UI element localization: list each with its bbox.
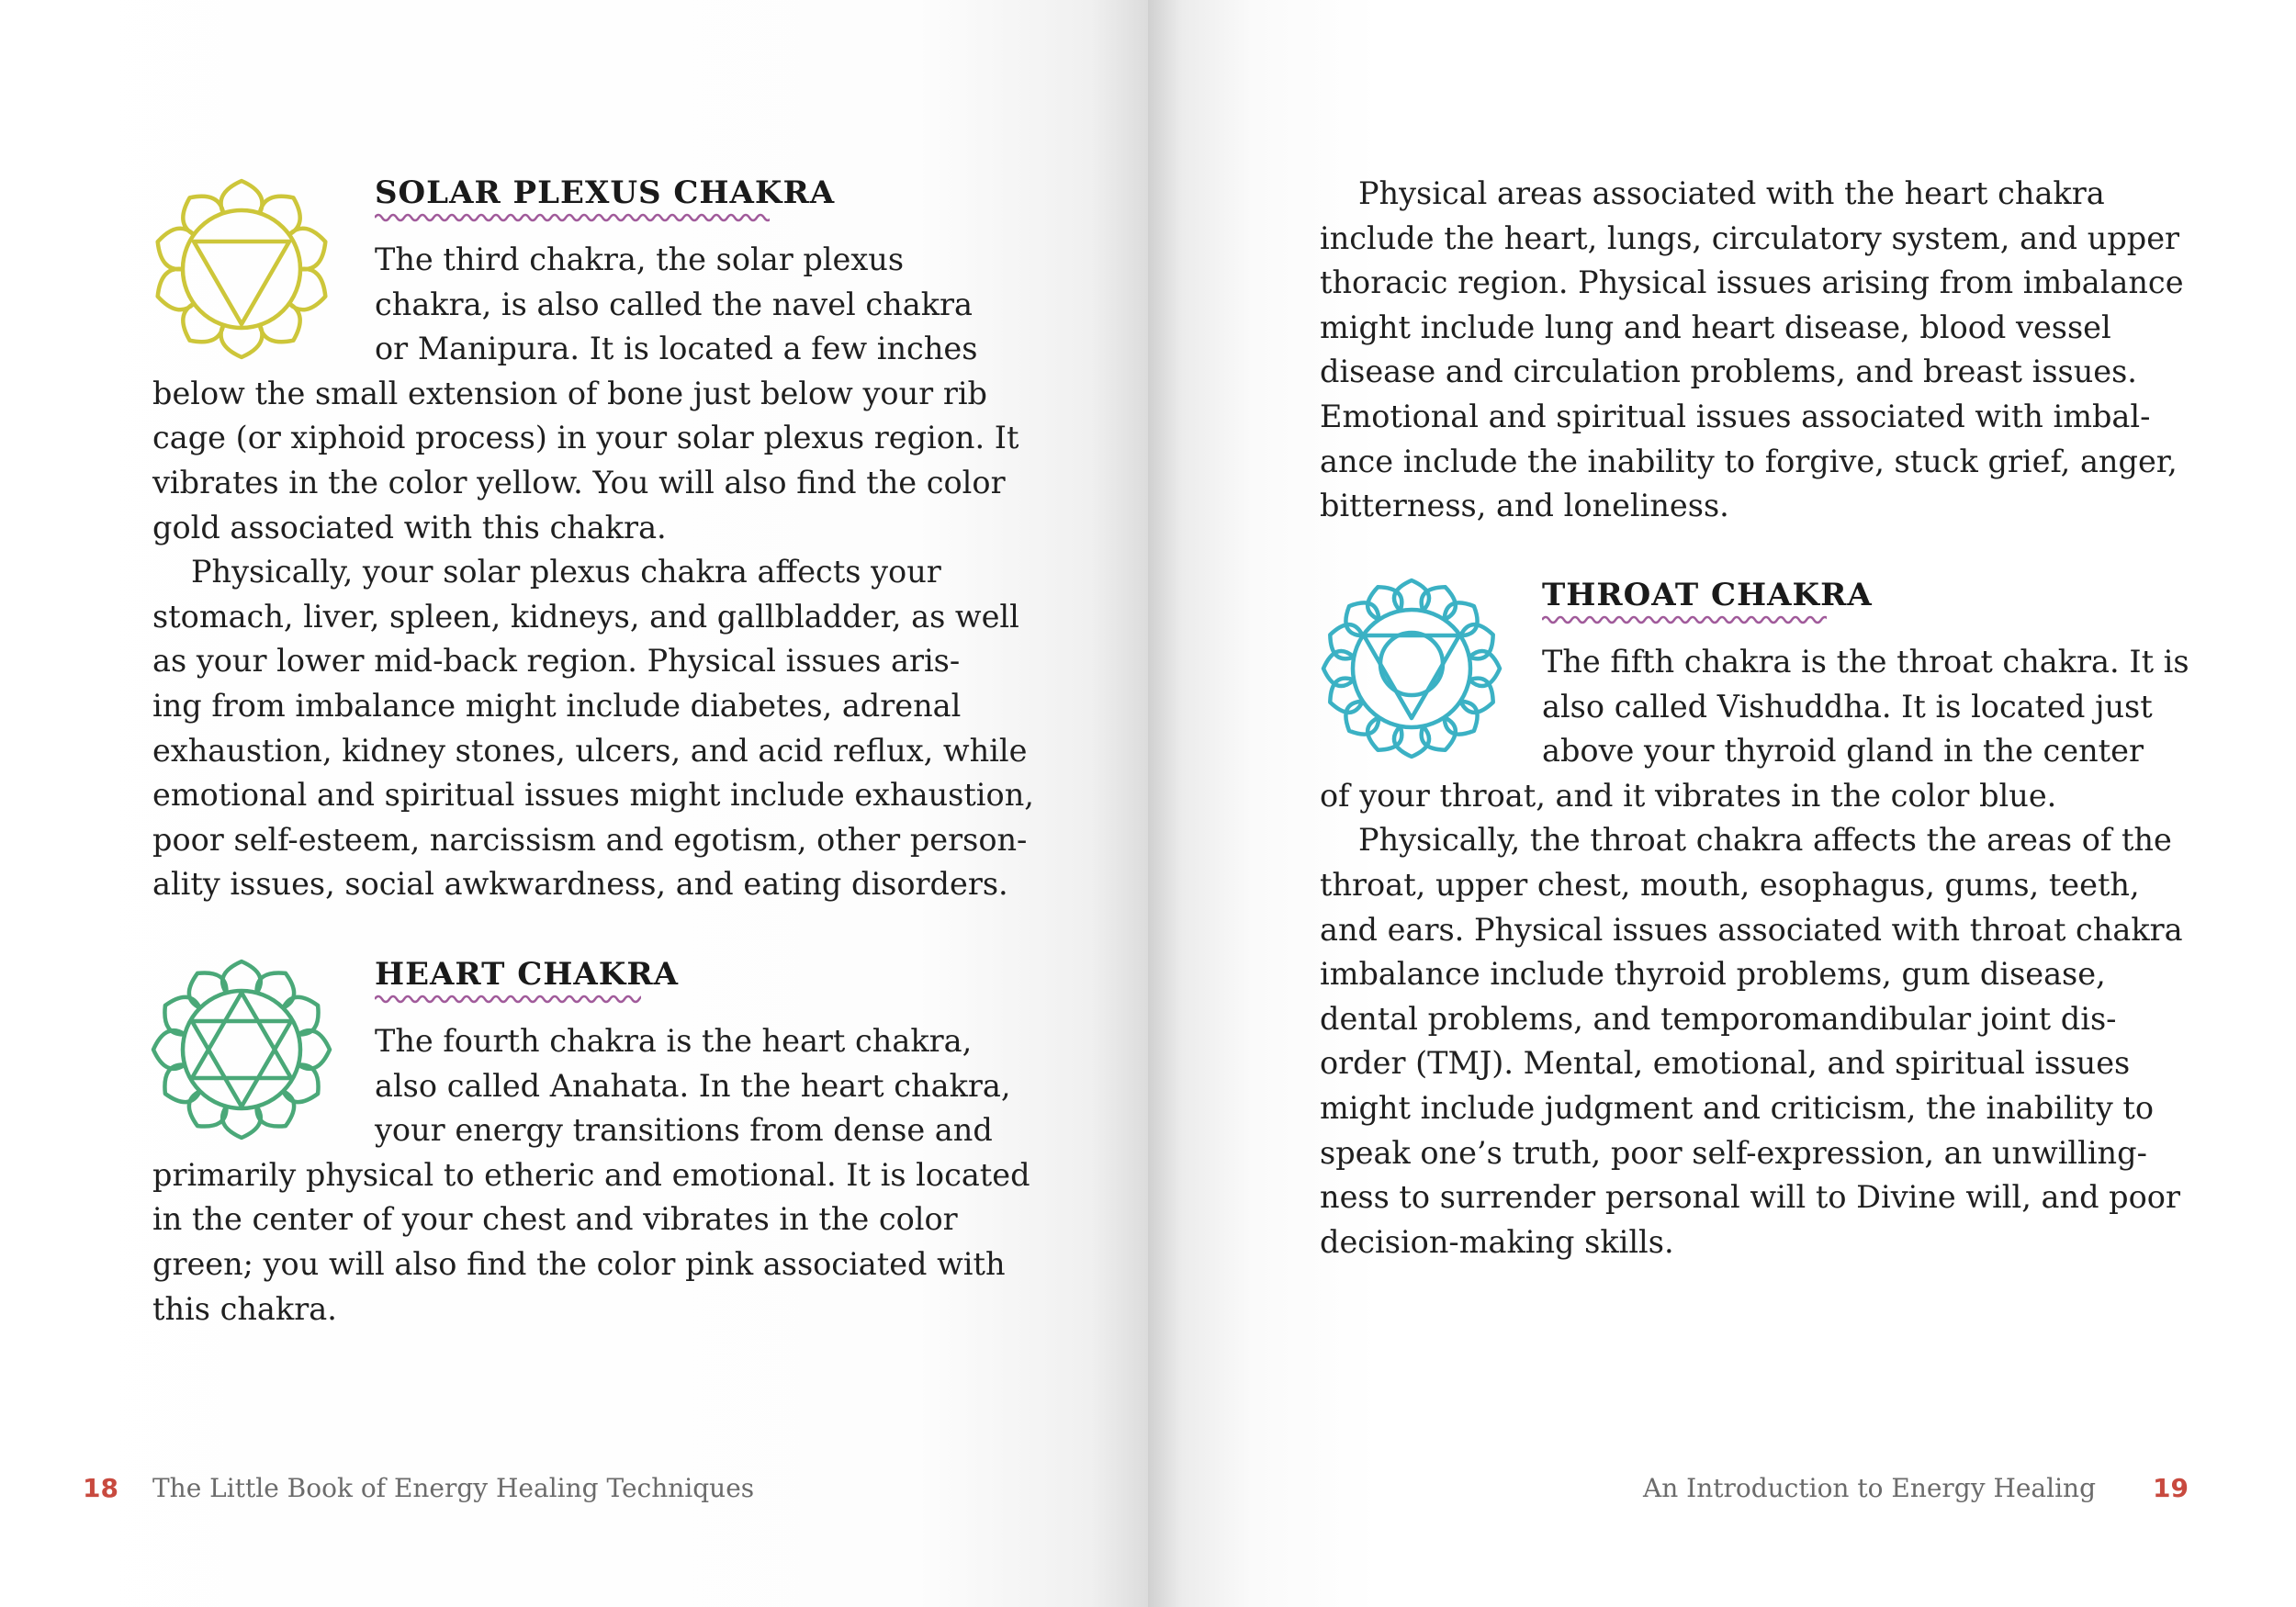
text-line: green; you will also find the color pink associated with xyxy=(152,1245,1006,1282)
page-number-left: 18 xyxy=(83,1473,118,1503)
squiggle-line xyxy=(375,215,770,220)
text-line: Physically, your solar plexus chakra affects your xyxy=(191,554,941,590)
text-line: also called Anahata. In the heart chakra, xyxy=(375,1067,1011,1104)
text-line: vibrates in the color yellow. You will also find the color xyxy=(152,464,1006,500)
text-line: chakra, is also called the navel chakra xyxy=(375,286,973,322)
running-head-left: The Little Book of Energy Healing Techniques xyxy=(152,1473,755,1503)
heart-continued-body xyxy=(1148,172,2184,529)
text-line: below the small extension of bone just below your rib xyxy=(152,375,987,411)
heart-body xyxy=(0,1019,1030,1332)
text-line: The fourth chakra is the heart chakra, xyxy=(375,1023,973,1059)
text-line: disease and circulation problems, and breast issues. xyxy=(1320,354,2137,390)
text-line: your energy transitions from dense and xyxy=(375,1112,993,1149)
text-line: in the center of your chest and vibrates in the color xyxy=(152,1201,958,1238)
text-line: Physically, the throat chakra affects the areas of the xyxy=(1358,822,2172,859)
solar-plexus-body xyxy=(0,238,1034,907)
heart-heading-underline xyxy=(375,993,641,1006)
text-line: might include lung and heart disease, blood vessel xyxy=(1320,309,2111,345)
text-line: stomach, liver, spleen, kidneys, and gallbladder, as well xyxy=(152,598,1019,635)
text-line: speak one’s truth, poor self-expression, an unwilling- xyxy=(1320,1134,2147,1171)
solar-plexus-heading-underline xyxy=(375,211,770,224)
text-line: of your throat, and it vibrates in the color blue. xyxy=(1320,777,2057,814)
throat-heading-underline xyxy=(1542,613,1827,626)
text-line: imbalance include thyroid problems, gum disease, xyxy=(1320,956,2106,993)
text-line: bitterness, and loneliness. xyxy=(1320,488,1729,524)
text-line: cage (or xiphoid process) in your solar plexus region. It xyxy=(152,420,1019,456)
text-line: thoracic region. Physical issues arising from imbalance xyxy=(1320,264,2184,301)
throat-heading: THROAT CHAKRA xyxy=(1542,577,1873,613)
text-line: decision-making skills. xyxy=(1320,1223,1674,1260)
running-head-right: An Introduction to Energy Healing xyxy=(1642,1473,2096,1503)
text-line: above your thyroid gland in the center xyxy=(1542,733,2144,770)
text-line: ance include the inability to forgive, stuck grief, anger, xyxy=(1320,443,2178,479)
text-line: exhaustion, kidney stones, ulcers, and acid reflux, while xyxy=(152,732,1028,769)
text-line: Physical areas associated with the heart chakra xyxy=(1358,175,2105,211)
solar-plexus-heading: SOLAR PLEXUS CHAKRA xyxy=(375,174,836,211)
text-line: primarily physical to etheric and emotional. It is located xyxy=(152,1156,1030,1193)
text-line: or Manipura. It is located a few inches xyxy=(375,331,978,367)
text-line: ality issues, social awkwardness, and eating disorders. xyxy=(152,866,1008,903)
text-line: might include judgment and criticism, the inability to xyxy=(1320,1089,2155,1126)
text-line: order (TMJ). Mental, emotional, and spiritual issues xyxy=(1320,1045,2131,1082)
text-line: throat, upper chest, mouth, esophagus, gums, teeth, xyxy=(1320,866,2140,903)
text-line: gold associated with this chakra. xyxy=(152,509,667,545)
text-line: and ears. Physical issues associated with throat chakra xyxy=(1320,911,2183,948)
throat-body xyxy=(1148,640,2189,1264)
text-line: Emotional and spiritual issues associated with imbal- xyxy=(1320,398,2151,434)
page-number-right: 19 xyxy=(2153,1473,2189,1503)
text-line: The third chakra, the solar plexus xyxy=(375,242,905,277)
squiggle-line xyxy=(1542,617,1827,623)
text-line: this chakra. xyxy=(152,1290,337,1327)
text-line: ness to surrender personal will to Divine will, and poor xyxy=(1320,1179,2180,1216)
text-line: The fifth chakra is the throat chakra. It is xyxy=(1542,644,2189,680)
text-line: ing from imbalance might include diabetes, adrenal xyxy=(152,687,962,724)
text-line: as your lower mid-back region. Physical issues aris- xyxy=(152,643,961,680)
text-line: dental problems, and temporomandibular joint dis- xyxy=(1320,1000,2117,1037)
text-line: poor self-esteem, narcissism and egotism, other person- xyxy=(152,821,1028,858)
text-line: also called Vishuddha. It is located just xyxy=(1542,688,2153,725)
squiggle-line xyxy=(375,996,641,1002)
right-page xyxy=(1148,0,2296,1607)
text-line: emotional and spiritual issues might include exhaustion, xyxy=(152,777,1034,814)
text-line: include the heart, lungs, circulatory system, and upper xyxy=(1320,219,2180,256)
heart-heading: HEART CHAKRA xyxy=(375,956,679,993)
